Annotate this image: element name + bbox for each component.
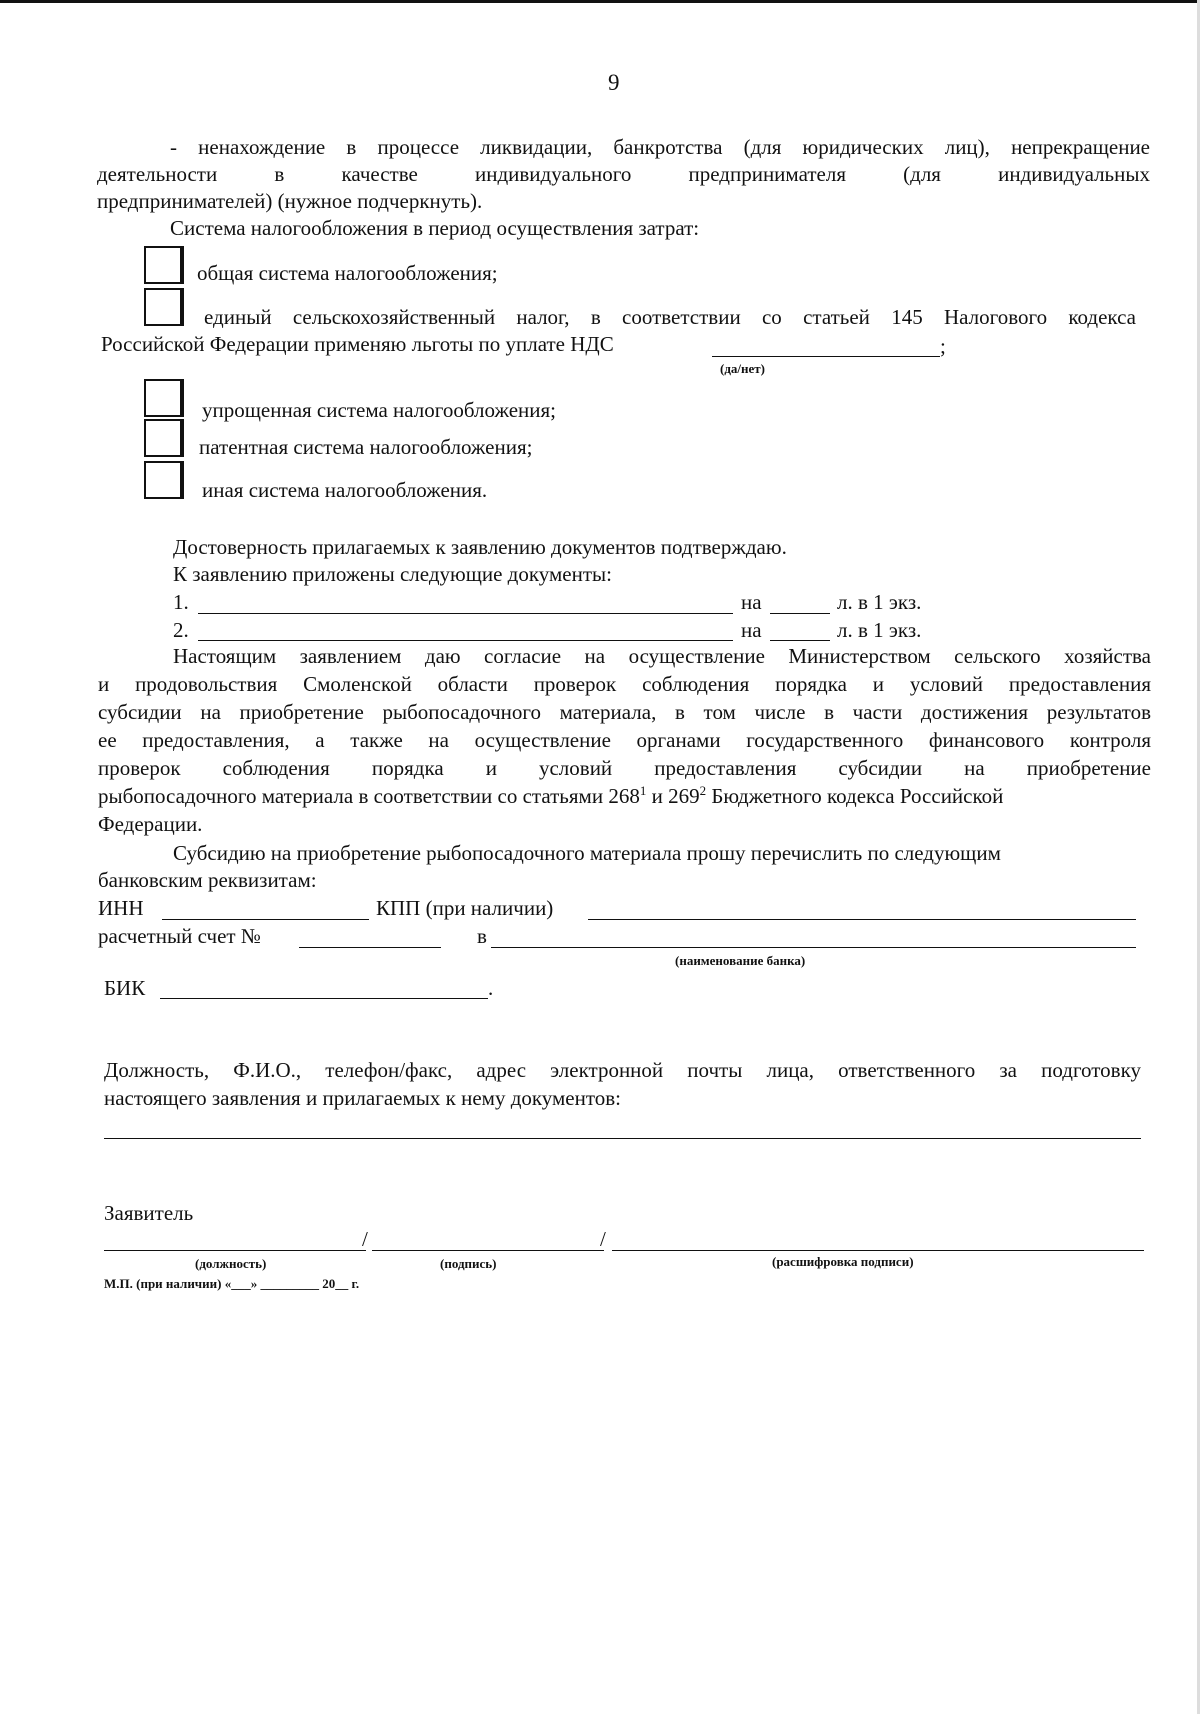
consent-line6-text: рыбопосадочного материала в соответствии со статьями $268^1$ и $269^2$ Бюджетного кодекса Российской	[98, 783, 1004, 808]
attachment-2-name-line[interactable]	[198, 640, 733, 641]
consent-line7: Федерации.	[98, 812, 203, 836]
para1-line2: деятельности в качестве индивидуального предпринимателя (для индивидуальных	[97, 162, 1150, 186]
esn-label-line1: единый сельскохозяйственный налог, в соответствии со статьей 145 Налогового кодекса	[204, 305, 1136, 329]
vat-answer-line[interactable]	[712, 356, 940, 357]
other-tax-label: иная система налогообложения.	[202, 478, 488, 502]
vat-hint: (да/нет)	[720, 361, 765, 376]
applicant-position-field[interactable]	[104, 1250, 366, 1251]
consent-line5: проверок соблюдения порядка и условий предоставления субсидии на приобретение	[98, 756, 1151, 780]
kpp-field[interactable]	[588, 919, 1136, 920]
vat-semicolon: ;	[940, 334, 946, 358]
bank-name-field[interactable]	[491, 947, 1136, 948]
decode-hint: (расшифровка подписи)	[772, 1254, 914, 1269]
applicant-signature-field[interactable]	[372, 1250, 604, 1251]
consent-line1: Настоящим заявлением даю согласие на осуществление Министерством сельского хозяйства	[173, 644, 1151, 668]
inn-field[interactable]	[162, 919, 369, 920]
bik-label: БИК	[104, 976, 146, 1000]
attachment-2-number: 2.	[173, 618, 189, 642]
responsible-line2: настоящего заявления и прилагаемых к нему документов:	[104, 1086, 622, 1110]
checkbox-patent-tax[interactable]	[144, 419, 184, 457]
general-tax-label: общая система налогообложения;	[197, 261, 498, 285]
bik-dot: .	[488, 976, 494, 1000]
attached-heading: К заявлению приложены следующие документы:	[173, 562, 612, 586]
consent-line4: ее предоставления, а также на осуществление органами государственного финансового контроля	[98, 728, 1151, 752]
stamp-date-line: М.П. (при наличии) «___» _________ 20__ г.	[104, 1276, 360, 1291]
checkbox-other-tax[interactable]	[144, 461, 184, 499]
para1-line3: предпринимателей) (нужное подчеркнуть).	[97, 189, 483, 213]
checkbox-esn-tax[interactable]	[144, 288, 184, 326]
attachment-2-tail: л. в 1 экз.	[837, 618, 922, 642]
bank-line2: банковским реквизитам:	[98, 868, 317, 892]
consent-line6	[98, 783, 1151, 809]
position-hint: (должность)	[195, 1256, 267, 1271]
tax-heading: Система налогообложения в период осуществления затрат:	[170, 216, 700, 240]
checkbox-general-tax[interactable]	[144, 246, 184, 284]
consent-line2: и продовольствия Смоленской области проверок соблюдения порядка и условий предоставления	[98, 672, 1151, 696]
applicant-slash-1: /	[362, 1227, 368, 1251]
consent-line3: субсидии на приобретение рыбопосадочного материала, в том числе в части достижения результатов	[98, 700, 1151, 724]
kpp-label: КПП (при наличии)	[376, 896, 554, 920]
attachment-2-pages-line[interactable]	[770, 640, 830, 641]
account-field[interactable]	[299, 947, 441, 948]
attachment-2-na: на	[741, 618, 762, 642]
patent-tax-label: патентная система налогообложения;	[199, 435, 533, 459]
bank-name-hint: (наименование банка)	[675, 953, 806, 968]
page-top-border	[0, 0, 1200, 3]
applicant-slash-2: /	[600, 1227, 606, 1251]
documents-confirmation: Достоверность прилагаемых к заявлению документов подтверждаю.	[173, 535, 787, 559]
attachment-1-number: 1.	[173, 590, 189, 614]
attachment-1-na: на	[741, 590, 762, 614]
responsible-field[interactable]	[104, 1138, 1141, 1139]
page-number: 9	[608, 70, 620, 95]
responsible-line1: Должность, Ф.И.О., телефон/факс, адрес электронной почты лица, ответственного за подготовку	[104, 1058, 1141, 1082]
account-label: расчетный счет №	[98, 924, 261, 948]
signature-hint: (подпись)	[440, 1256, 497, 1271]
checkbox-simplified-tax[interactable]	[144, 379, 184, 417]
applicant-label: Заявитель	[104, 1201, 194, 1225]
inn-label: ИНН	[98, 896, 144, 920]
applicant-decode-field[interactable]	[612, 1250, 1144, 1251]
esn-label-line2: Российской Федерации применяю льготы по уплате НДС	[101, 332, 614, 356]
para1-line1: - ненахождение в процессе ликвидации, банкротства (для юридических лиц), непрекращение	[170, 135, 1150, 159]
bank-line1: Субсидию на приобретение рыбопосадочного материала прошу перечислить по следующим	[173, 841, 1001, 865]
attachment-1-name-line[interactable]	[198, 613, 733, 614]
bank-in-label: в	[477, 924, 487, 948]
attachment-1-pages-line[interactable]	[770, 613, 830, 614]
attachment-1-tail: л. в 1 экз.	[837, 590, 922, 614]
bik-field[interactable]	[160, 998, 488, 999]
simplified-tax-label: упрощенная система налогообложения;	[202, 398, 556, 422]
